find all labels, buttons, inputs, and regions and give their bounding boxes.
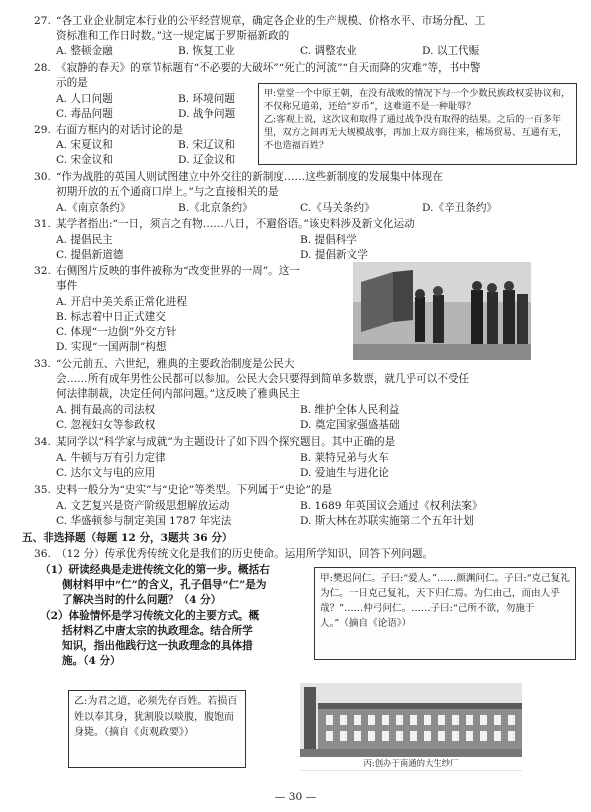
option-b[interactable]: B. 1689 年英国议会通过《权利法案》: [300, 500, 483, 512]
option-c[interactable]: C. 提倡新道德: [56, 249, 124, 261]
option-a[interactable]: A. 拥有最高的司法权: [56, 404, 156, 416]
option-a[interactable]: A. 人口问题: [56, 93, 113, 105]
option-c[interactable]: C. 调整农业: [300, 45, 357, 57]
option-c[interactable]: C. 华盛顿参与制定美国 1787 年宪法: [56, 515, 232, 527]
question-number: 27.: [34, 15, 51, 27]
sub-question-2-line: 知识，指出他践行这一执政理念的具体措: [62, 640, 253, 652]
question-36: [34, 547, 584, 562]
question-number: 29.: [34, 124, 51, 136]
question-text-line: “各工业企业制定本行业的公平经营规章，确定各企业的生产规模、价格水平、市场分配、工: [56, 15, 486, 27]
question-number: 36.: [34, 548, 51, 560]
option-b[interactable]: B. 标志着中日正式建交: [56, 311, 166, 323]
question-29: [34, 123, 254, 138]
sub-question-1-line: 了解决当时的什么问题？（4 分）: [62, 594, 222, 606]
option-d[interactable]: D. 辽金议和: [178, 154, 236, 166]
question-number: 34.: [34, 436, 51, 448]
question-text-line: 初期开放的五个通商口岸上。”与之直接相关的是: [56, 186, 279, 198]
option-a[interactable]: A. 牛顿与万有引力定律: [56, 452, 166, 464]
question-text-line: 事件: [56, 280, 78, 292]
option-b[interactable]: B.《北京条约》: [178, 202, 253, 214]
factory-photo: [300, 683, 522, 771]
option-d[interactable]: D.《辛丑条约》: [422, 202, 498, 214]
option-b[interactable]: B. 环境问题: [178, 93, 235, 105]
question-35: [34, 483, 584, 498]
photo-illustration: [353, 262, 531, 360]
option-c[interactable]: C. 达尔文与电的应用: [56, 467, 156, 479]
option-c[interactable]: C. 忽视妇女等参政权: [56, 419, 156, 431]
option-d[interactable]: D. 奠定国家强盛基础: [300, 419, 400, 431]
dialog-jia: 甲:堂堂一个中原王朝，在没有战败的情况下与一个少数民族政权妥协议和，不仅称兄道弟，还给“岁币”，这难道不是一种耻辱？: [264, 88, 571, 112]
question-number: 32.: [34, 265, 51, 277]
option-a[interactable]: A. 文艺复兴是资产阶级思想解放运动: [56, 500, 230, 512]
question-31: [34, 217, 584, 232]
sub-question-2-line: 施。（4 分）: [62, 655, 121, 667]
sub-question-2-line: （2）体验情怀是学习传统文化的主要方式。概: [40, 610, 260, 622]
question-text-line: 《寂静的春天》的章节标题有“不必要的大破坏”“死亡的河流”“自天而降的灾难”等，书中警: [56, 62, 481, 74]
question-27: [34, 14, 584, 29]
sub-question-2-line: 括材料乙中唐太宗的执政理念。结合所学: [62, 625, 253, 637]
option-b[interactable]: B. 莱特兄弟与火车: [300, 452, 389, 464]
option-a[interactable]: A. 整顿金融: [56, 45, 113, 57]
option-a[interactable]: A.《南京条约》: [56, 202, 131, 214]
option-b[interactable]: B. 宋辽议和: [178, 139, 235, 151]
material-yi-box: 乙:为君之道，必须先存百姓。若损百姓以奉其身，犹割股以啖腹，腹饱而身毙。（摘自《贞观政要》）: [68, 690, 246, 768]
nixon-visit-photo: [353, 262, 531, 360]
option-d[interactable]: D. 以工代赈: [422, 45, 480, 57]
question-text-line: “作为战胜的英国人则试图建立中外交往的新制度……这些新制度的发展集中体现在: [56, 171, 443, 183]
question-text-line: 资标准和工作日时数。”这一规定属于罗斯福新政的: [56, 30, 290, 42]
question-text-line: 史料一般分为“史实”与“史论”等类型。下列属于“史论”的是: [56, 484, 333, 496]
section-heading: 五、非选择题（每题 12 分，3题共 36 分）: [22, 532, 233, 544]
option-d[interactable]: D. 战争问题: [178, 108, 236, 120]
option-d[interactable]: D. 爱迪生与进化论: [300, 467, 390, 479]
question-text-line: 何法律制裁，决定任何内部问题。”这反映了雅典民主: [56, 388, 300, 400]
question-text-line: 某同学以“科学家与成就”为主题设计了如下四个探究题目。其中正确的是: [56, 436, 396, 448]
material-jia-box: 甲:樊迟问仁。子曰:“爱人。”……颜渊问仁。子曰:“克己复礼为仁。一日克己复礼，天下归仁焉。为仁由己，而由人乎哉？”……仲弓问仁。……子曰:“己所不欲，勿施于人。”（摘自《论语》）: [314, 567, 576, 660]
question-text-line: 某学者指出:“一日，须言之有物……八日，不避俗语。”该史料涉及新文化运动: [56, 218, 415, 230]
option-c[interactable]: C. 体现“一边倒”外交方针: [56, 326, 177, 338]
dialog-yi: 乙:客观上说，这次议和取得了通过战争没有取得的结果。之后的一百多年里，双方之间再无大规模战事，再加上双方商往来，榷场贸易、互通有无，不也造福百姓？: [264, 114, 568, 151]
option-c[interactable]: C. 毒品问题: [56, 108, 113, 120]
question-text-line: “公元前五、六世纪，雅典的主要政治制度是公民大: [56, 358, 295, 370]
question-text-line: 会……所有成年男性公民都可以参加。公民大会只要得到简单多数票，就几乎可以不受任: [56, 373, 470, 385]
option-b[interactable]: B. 提倡科学: [300, 234, 357, 246]
question-text-line: 右面方框内的对话讨论的是: [56, 124, 184, 136]
option-c[interactable]: C.《马关条约》: [300, 202, 375, 214]
question-33: [34, 357, 344, 372]
option-a[interactable]: A. 宋夏议和: [56, 139, 113, 151]
question-text-line: （12 分）传承优秀传统文化是我们的历史使命。运用所学知识，回答下列问题。: [56, 548, 434, 560]
question-number: 30.: [34, 171, 51, 183]
option-a[interactable]: A. 开启中美关系正常化进程: [56, 296, 187, 308]
question-text-line: 示的是: [56, 77, 88, 89]
question-number: 35.: [34, 484, 51, 496]
question-30: [34, 170, 584, 185]
option-b[interactable]: B. 恢复工业: [178, 45, 235, 57]
question-32: [34, 264, 344, 279]
photo-caption: 丙:创办于南通的大生纱厂: [300, 757, 522, 770]
dialog-box: [258, 83, 577, 165]
option-c[interactable]: C. 宋金议和: [56, 154, 113, 166]
question-number: 31.: [34, 218, 51, 230]
sub-question-1-line: （1）研读经典是走进传统文化的第一步。概括右: [40, 564, 270, 576]
question-28: [34, 61, 584, 76]
question-number: 33.: [34, 358, 51, 370]
option-d[interactable]: D. 实现“一国两制”构想: [56, 341, 167, 353]
option-a[interactable]: A. 提倡民主: [56, 234, 113, 246]
question-34: [34, 435, 584, 450]
page-number: — 30 —: [274, 791, 317, 803]
option-d[interactable]: D. 斯大林在苏联实施第二个五年计划: [300, 515, 474, 527]
option-d[interactable]: D. 提倡新文学: [300, 249, 368, 261]
question-text-line: 右侧图片反映的事件被称为“改变世界的一周”。这一: [56, 265, 300, 277]
sub-question-1-line: 侧材料甲中“仁”的含义，孔子倡导“仁”是为: [62, 579, 267, 591]
question-number: 28.: [34, 62, 51, 74]
option-b[interactable]: B. 维护全体人民利益: [300, 404, 400, 416]
